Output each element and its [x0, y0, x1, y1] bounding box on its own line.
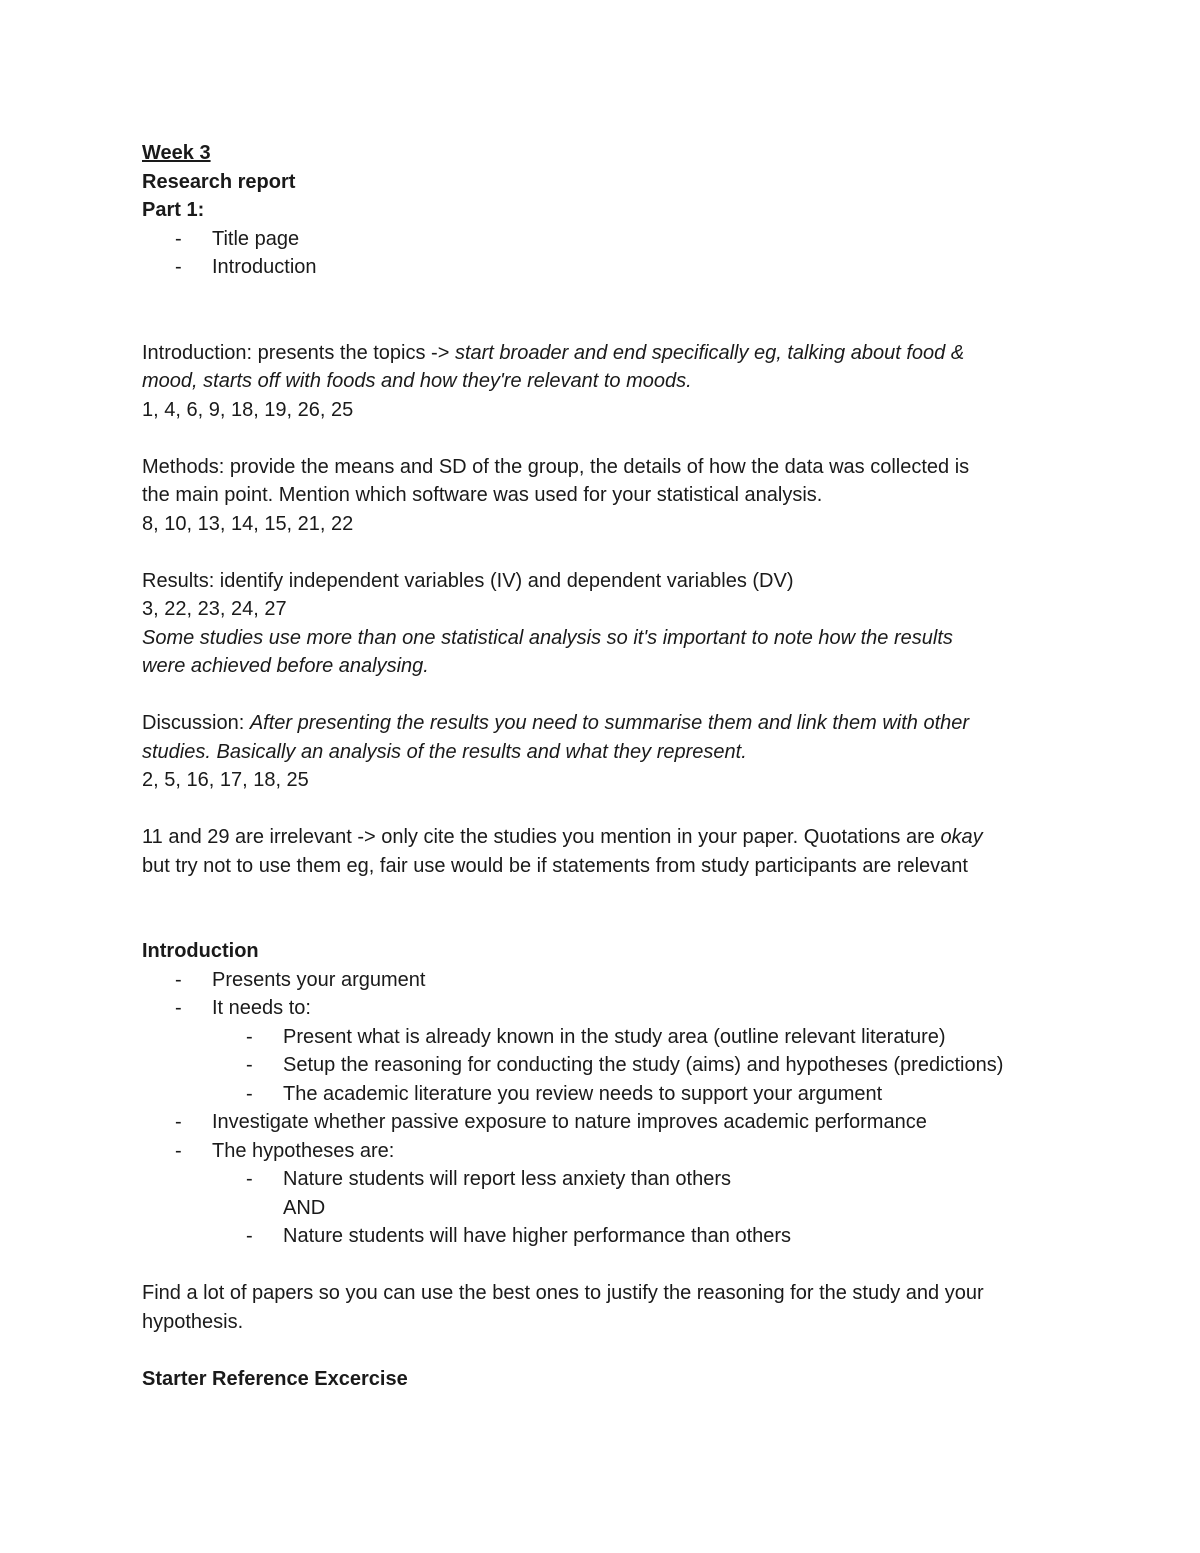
- bullet-dash: -: [246, 1054, 253, 1076]
- sub-list-item: - Present what is already known in the study area (outline relevant literature): [142, 1023, 1082, 1052]
- sub-list-item: - Nature students will report less anxiety than others: [142, 1165, 1082, 1194]
- results-italic-note: Some studies use more than one statistical analysis so it's important to note how the results: [142, 626, 953, 649]
- bullet-dash: -: [175, 997, 182, 1019]
- week-heading: Week 3: [142, 142, 211, 164]
- sub-list-item: - The academic literature you review needs to support your argument: [142, 1080, 1082, 1109]
- results-numbers: 3, 22, 23, 24, 27: [142, 598, 287, 620]
- list-item: - The hypotheses are:: [142, 1137, 1082, 1166]
- list-item: - Investigate whether passive exposure to nature improves academic performance: [142, 1108, 1082, 1137]
- bullet-dash: -: [175, 256, 182, 278]
- bullet-dash: -: [175, 227, 182, 250]
- list-item: - Title page: [142, 225, 1082, 254]
- starter-reference-heading: Starter Reference Excercise: [142, 1367, 408, 1390]
- bullet-dash: -: [246, 1225, 253, 1247]
- bullet-dash: -: [246, 1168, 253, 1190]
- results-note: Results: identify independent variables (IV) and dependent variables (DV): [142, 569, 794, 592]
- list-item: - Introduction: [142, 253, 1082, 282]
- bullet-dash: -: [175, 968, 182, 991]
- discussion-note-cont: studies. Basically an analysis of the results and what they represent.: [142, 740, 747, 763]
- closing-note-cont: hypothesis.: [142, 1310, 244, 1333]
- irrelevant-note: 11 and 29 are irrelevant -> only cite the studies you mention in your paper. Quotations are okay: [142, 826, 983, 848]
- introduction-note: Introduction: presents the topics -> start broader and end specifically eg, talking about food &: [142, 341, 965, 364]
- discussion-note: Discussion: After presenting the results you need to summarise them and link them with other: [142, 712, 970, 734]
- introduction-note-cont: mood, starts off with foods and how they're relevant to moods.: [142, 370, 692, 392]
- methods-note: Methods: provide the means and SD of the group, the details of how the data was collected is: [142, 455, 970, 478]
- results-italic-note-cont: were achieved before analysing.: [142, 655, 429, 677]
- bullet-dash: -: [246, 1082, 253, 1105]
- bullet-dash: -: [175, 1111, 182, 1133]
- hypothesis-connector: AND: [283, 1196, 326, 1219]
- list-item: - Presents your argument: [142, 966, 1082, 995]
- introduction-heading: Introduction: [142, 940, 259, 962]
- sub-list-item: - Nature students will have higher performance than others: [142, 1222, 1082, 1251]
- irrelevant-note-cont: but try not to use them eg, fair use would be if statements from study participants are relevant: [142, 854, 968, 877]
- closing-note: Find a lot of papers so you can use the best ones to justify the reasoning for the study and your: [142, 1282, 984, 1304]
- bullet-dash: -: [175, 1139, 182, 1162]
- methods-numbers: 8, 10, 13, 14, 15, 21, 22: [142, 512, 354, 535]
- list-item: - It needs to:: [142, 994, 1082, 1023]
- report-title: Research report: [142, 170, 296, 193]
- part-heading: Part 1:: [142, 199, 205, 221]
- discussion-numbers: 2, 5, 16, 17, 18, 25: [142, 769, 309, 791]
- bullet-dash: -: [246, 1025, 253, 1048]
- sub-list-item: - Setup the reasoning for conducting the study (aims) and hypotheses (predictions): [142, 1051, 1082, 1080]
- document-page: [142, 139, 1082, 1393]
- methods-note-cont: the main point. Mention which software was used for your statistical analysis.: [142, 484, 823, 506]
- introduction-numbers: 1, 4, 6, 9, 18, 19, 26, 25: [142, 398, 354, 421]
